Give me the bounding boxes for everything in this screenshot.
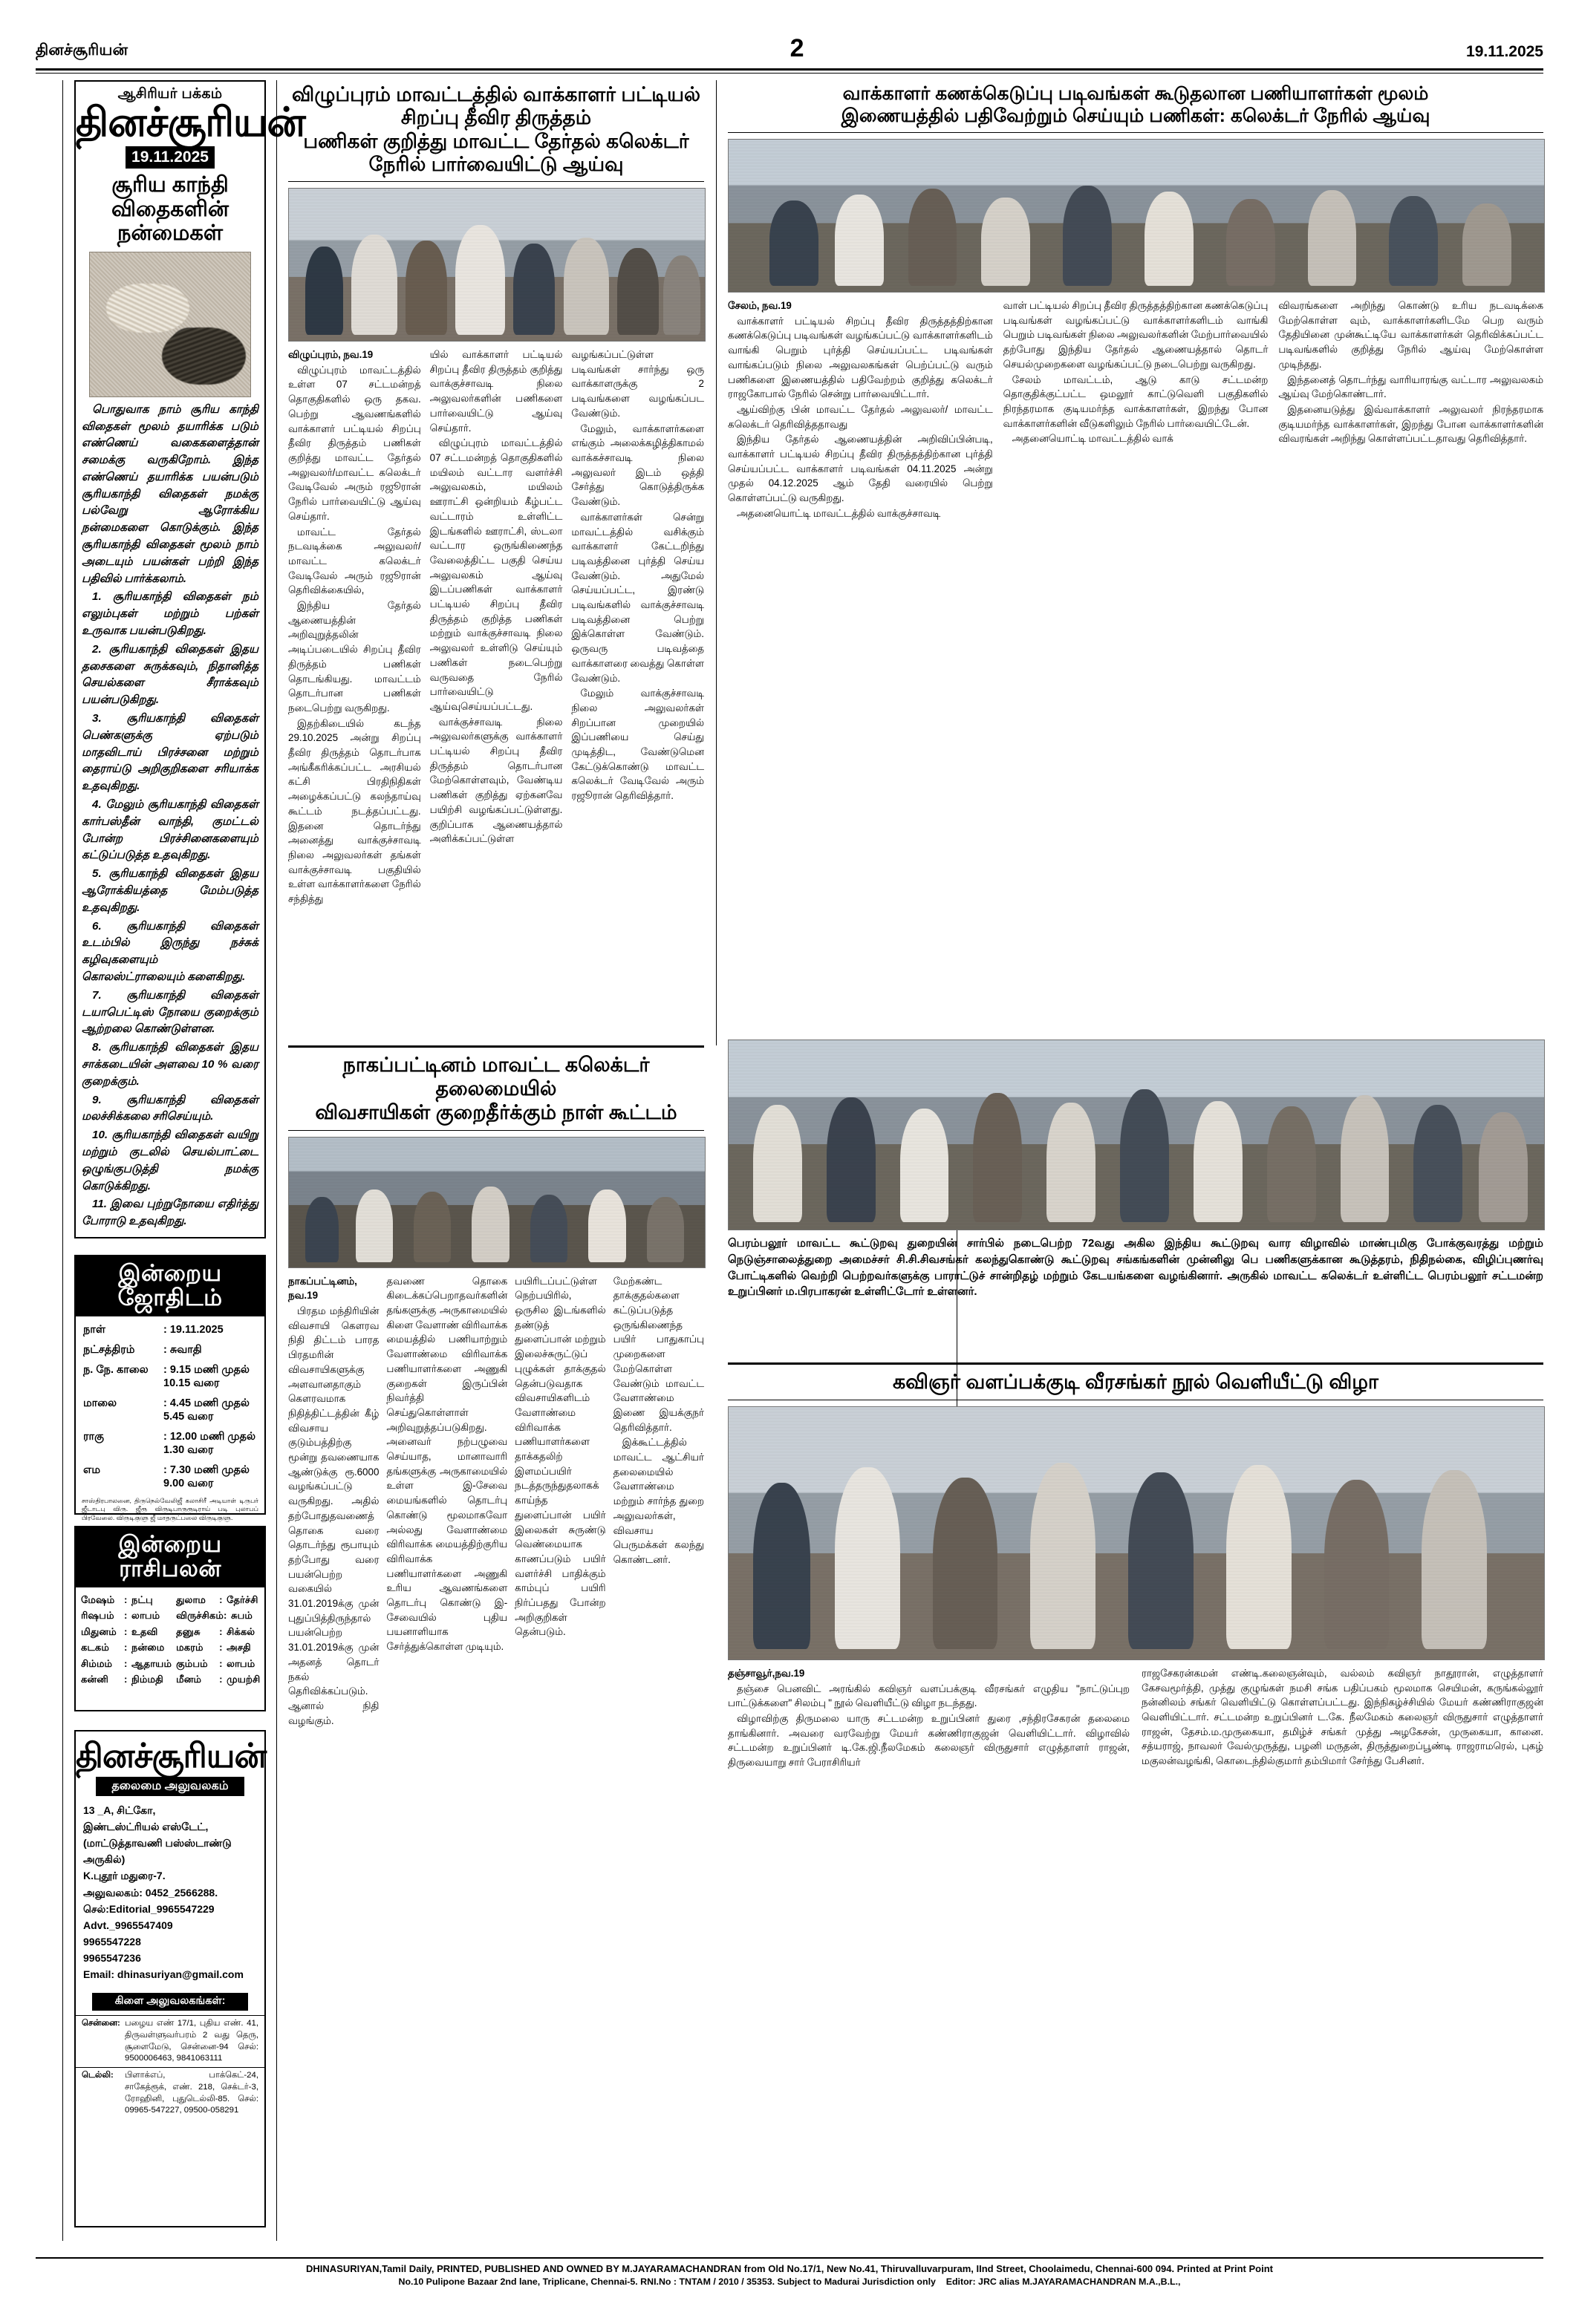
villupuram-para: யில் வாக்காளர் பட்டியல் சிறப்பு தீவிர திருத்தம் குறித்து வாக்குச்சாவடி நிலை அலுவலர்களின் பணிகளை பார்வையிட்டு ஆய்வு செய்தார். [429, 349, 563, 434]
editorial-point: 10. சூரியகாந்தி விதைகள் வயிறு மற்றும் குடலில் செயல்பாட்டை ஒழுங்குபடுத்தி நமக்கு கொடுக்கிறது. [82, 1129, 258, 1192]
villupuram-para: இதற்கிடையில் கடந்த 29.10.2025 அன்று சிறப்பு தீவிர திருத்தம் தொடர்பாக அங்கீகரிக்கப்பட்ட அரசியல் கட்சி பிரதிநிதிகள் அழைக்கப்பட்டு கலந்தாய்வு கூட்டம் நடத்தப்பட்டது. இதனை தொடர்ந்து அனைத்து வாக்குச்சாவடி நிலை அலுவலர்கள் தங்கள் வாக்குச்சாவடி பகுதியில் உள்ள வாக்காளர்களை நேரில் சந்தித்து [288, 717, 421, 905]
header-paper-name: தினச்சூரியன் [36, 42, 128, 59]
villupuram-headline-line1: விழுப்புரம் மாவட்டத்தில் வாக்காளர் பட்டியல் சிறப்பு தீவிர திருத்தம் [291, 83, 701, 129]
rasi-text: ஆதாயம் [131, 1657, 172, 1669]
editorial-kicker: ஆசிரியர் பக்கம் [117, 86, 223, 102]
imprint-email[interactable]: Email: dhinasuriyan@gmail.com [83, 1968, 244, 1981]
imprint-address-line: 13 _A, சிட்கோ, [83, 1804, 156, 1816]
kavingar-col-1 [728, 1666, 1130, 1771]
jothidam-row [76, 1394, 264, 1427]
imprint-branch-city: டெல்லி: [82, 2071, 114, 2080]
villupuram-para: இந்திய தேர்தல் ஆணையத்தின் அறிவுறுத்தலின் அடிப்படையில் சிறப்பு தீவிர திருத்தம் பணிகள் தொடங்கியது. மாவட்டம் தொடர்பான பணிகள் நடைபெற்று வருகிறது. [288, 600, 421, 714]
rasi-colon: : [219, 1642, 223, 1654]
perambalur-caption: பெரம்பலூர் மாவட்ட கூட்டுறவு துறையின் சார்பில் நடைபெற்ற 72வது அகில இந்திய கூட்டுறவு வார விழாவில் மாண்புமிகு போக்குவரத்து மற்றும் நெடுஞ்சாலைத்துறை அமைச்சர் சி.சி.சிவசங்கர் கலந்துகொண்டு கூட்டுறவு சங்கங்களின் முன்னிலு பெ பணிகளுக்கான கூடுத்தரம், நிதிநல்கை, விழிப்புணர்வு போட்டிகளில் வெற்றி பெற்றவர்களுக்கு பாராட்டுச் சான்றிதழ் மற்றும் கேடயங்களை வழங்கினார். அருகில் மாவட்ட கலெக்டர் உள்ளிட்ட பெரம்பலூர் சட்டமன்ற உறுப்பினர் ம.பிரபாகரன் உள்ளிட்டோர் உள்ளனர். [728, 1237, 1543, 1299]
rasi-text: லாபம் [131, 1610, 160, 1622]
rasi-row [81, 1624, 172, 1639]
editorial-date-badge: 19.11.2025 [126, 146, 215, 169]
villupuram-para: விழுப்புரம் மாவட்டத்தில் உள்ள 07 சட்டமன்றத் தொகுதிகளில் ஒரு தகவ. பெற்று ஆவணங்களில் வாக்காளர் பட்டியல் சிறப்பு தீவிர திருத்தம் பணிகள் குறித்து மாவட்ட தேர்தல் அலுவலர்/மாவட்ட கலெக்டர் வேடிவேல் அரும் ரஜூரான் நேரில் பார்வையிட்டு ஆய்வு செய்தார். [288, 364, 421, 522]
kavingar-top-rule [728, 1362, 1543, 1365]
collector-inspecting-voter-list-work-photo [288, 188, 706, 342]
jothidam-value: : 9.15 மணி முதல் 10.15 வரை [163, 1364, 250, 1390]
rasi-row [81, 1592, 172, 1607]
nagapattinam-para: தவணை தொகை கிடைக்கப்பெறாதவர்களின் தங்களுக்கு அருகாமையில் கிளை வேளாண் விரிவாக்க மையத்தில் பணியாற்றும் வேளாண்மை விரிவாக்க பணியாளர்களை அணுகி குறைகள் இருப்பின் நிவர்த்தி செய்துகொள்ளாள் அறிவுறுத்தப்படுகிறது. அனைவர் நற்பழுவை செய்யாத, மானாவாரி தங்களுக்கு அருகாமையில் உள்ள இ-சேவை மையங்களில் தொடர்பு கொண்டு மூலமாகவோ அல்லது வேளாண்மை விரிவாக்க மையத்திற்குரிய விரிவாக்க பணியாளர்களை அணுகி உரிய ஆவணங்களை தொடர்பு கொண்டு இ-சேவையில் புதிய பயனாளியாக சேர்த்துக்கொள்ள முடியும். [386, 1275, 508, 1653]
imprint-address-line: இண்டஸ்ட்ரியல் எஸ்டேட், [83, 1821, 209, 1833]
rasi-colon: : [124, 1673, 128, 1685]
farmers-grievance-meeting-photo [288, 1137, 706, 1268]
kavingar-dateline: தஞ்சாவூர்,நவ.19 [728, 1667, 805, 1679]
jothidam-value-text: 12.00 மணி முதல் 1.30 வரை [163, 1431, 256, 1457]
salem-col-1 [728, 298, 993, 522]
jothidam-label: மாலை [83, 1397, 117, 1410]
salem-para: இந்தனைத் தொடர்ந்து வாரியாரங்கு வட்டார அலுவலகம் ஆய்வு மேற்கொண்டார். [1278, 373, 1544, 400]
rasi-row [81, 1656, 172, 1671]
jothidam-label: நாள் [83, 1324, 105, 1336]
rasi-text: அசதி [227, 1642, 251, 1654]
salem-headline [728, 83, 1543, 127]
nagapattinam-headline-line2: விவசாயிகள் குறைதீர்க்கும் நாள் கூட்டம் [315, 1100, 677, 1123]
villupuram-para: மேலும் வாக்குச்சாவடி நிலை அலுவலர்கள் சிறப்பான முறையில் இப்பணியை செய்து முடித்திட, வேண்டுமென கேட்டுக்கொண்டு மாவட்ட கலெக்டர் வேடிவேல் அரும் ரஜூரான் தெரிவித்தார். [571, 688, 705, 802]
rasi-text: நட்பு [131, 1594, 153, 1606]
perambalur-photo-block [728, 1039, 1543, 1300]
jothidam-value: : 4.45 மணி முதல் 5.45 வரை [163, 1397, 250, 1423]
salem-para: வாக்காளர் பட்டியல் சிறப்பு தீவிர திருத்தத்திற்கான கணக்கெடுப்பு படிவங்கள் வழங்கப்பட்டு வாக்காளர்களிடம் வாங்கி பெறும் புர்த்தி செய்யப்பட்ட படிவங்கள் வாங்கப்படும் நிலை அலுவலகங்கள் பெற்ப்பட்டு வரும் பணிகளை இணையத்தில் பதிவேற்றம் குறித்து கலெக்டர் ராஜகோபால் நேரில் சென்று பார்வையிட்டார். [728, 315, 993, 400]
salem-headline-line2: இணையத்தில் பதிவேற்றும் செய்யும் பணிகள்: கலெக்டர் நேரில் ஆய்வு [841, 105, 1430, 126]
jothidam-row [76, 1427, 264, 1460]
rasi-sign: துலாம [176, 1594, 206, 1606]
kavingar-para: ராஜசேகரன்கமன் எண்டி.கலைஞன்வும், வல்லம் கவிஞர் நாதூரான், எழுத்தாளர் கேசவமூர்த்தி, முத்து குழுங்கள் நமசி சங்க பதிப்பகம் மூலமாக செயிமன், கருங்கல்லூர் நன்னிலம் சங்கர் வெளியிட்டு கொள்ளப்பட்டது. இந்நிகழ்ச்சியில் மேயர் கண்ணிராகுஜன் வெளியிட்டார். சட்டமன்ற உறுப்பினர் ட.கே. நீலமேகம் கலைஞர் விருதுசார் எழுத்தாளர் ராஜன், தேசம்.ம.முருகையா, தமிழ்ச் சங்கர் முத்து அழகேசன், முருகையா, கானை. சத்யராஜ், நாவலர் வேல்முருத்து, பழனி மருதன், திருத்துறைப்பூண்டி ராஜராமரெல், புகழ் மகுலன்வழங்கி, கொடைந்தில்குமார் தம்பிமார் சேர்ந்து பேசினர். [1142, 1667, 1543, 1767]
kavingar-para: விழாவிற்கு திருமலை யாரு சட்டமன்ற உறுப்பினர் துரை ,சந்திரசேகரன் தலைமை தாங்கினார். அவரை வரவேற்று மேயர் கண்ணிராகுஜன் வெளியிட்டார். விழாவில் சட்டமன்ற உறுப்பினர் டி.கே.ஜி.நீலமேகம் கலைஞர் விருதுசார் எழுத்தாளர் ராஜன், திருவையாறு சார் பேராசிரியர் [728, 1712, 1130, 1769]
jothidam-value-text: 4.45 மணி முதல் 5.45 வரை [163, 1397, 250, 1423]
editorial-point: 2. சூரியகாந்தி விதைகள் இதய தசைகளை சுருக்கவும், நிதானித்த செயல்களை சீராக்கவும் பயன்படுகிறது. [82, 642, 258, 707]
header-date: 19.11.2025 [1466, 43, 1543, 60]
imprint-contact[interactable]: 9965547228 [83, 1935, 141, 1948]
salem-dateline: சேலம், நவ.19 [728, 300, 792, 311]
salem-para: இந்திய தேர்தல் ஆணையத்தின் அறிவிப்பின்படி, வாக்காளர் பட்டியல் சிறப்பு தீவிர திருத்தத்திற்கான புர்த்தி செய்யப்பட்ட வாக்காளர் படிவங்கள் 04.11.2025 அன்று முதல் 04.12.2025 ஆம் தேதி வரையில் பெற்று கொள்ளப்பட்டு வருகிறது. [728, 434, 993, 504]
page-header [36, 28, 1543, 61]
salem-para: வாள் பட்டியல் சிறப்பு தீவிர திருத்தத்திற்கான கணக்கெடுப்பு படிவங்கள் வழங்கப்பட்டு வாக்காளர்களிடம் வாங்கி பெறும் படிவங்கள் நிலை அலுவலர்களின் மேற்பார்வையில் தற்போது இந்திய தேர்தல் ஆணையத்தால் தொடர் செயல்முறைகளை வழங்கப்பட்டு நடைபெற்று வருகிறது. [1003, 300, 1269, 370]
footer-editor-rest: alias M.JAYARAMACHANDRAN M.A.,B.L., [999, 2276, 1181, 2288]
jothidam-rows [76, 1316, 264, 1494]
nagapattinam-col-3 [515, 1274, 605, 1729]
rasi-colon: : [219, 1594, 223, 1606]
nagapattinam-headline-line1: நாகப்பட்டினம் மாவட்ட கலெக்டர் தலைமையில் [342, 1054, 650, 1100]
rasi-sign: மிதுனம் [81, 1625, 117, 1637]
header-rule-thin [36, 73, 1543, 74]
jothidam-row [76, 1320, 264, 1340]
jothidam-box [74, 1255, 266, 1521]
editorial-point: 1. சூரியகாந்தி விதைகள் நம் எலும்புகள் மற்றும் பற்கள் உருவாக பயன்படுகிறது. [82, 590, 258, 638]
salem-para: சேலம் மாவட்டம், ஆடு காடு சட்டமன்ற தொகுதிக்குட்பட்ட ஒமலூர் காட்டுவெளி பகுதிகளில் நிரந்தரமாக குடியமர்ந்த வாக்காளர்கள், இறந்து போன வாக்காளர்களின் வீடுகளிலும் நேரில் பார்வையிட்டேன். [1003, 373, 1269, 429]
rasi-sign: கடகம் [81, 1642, 109, 1654]
rasi-sign: விருச்சிகம் [176, 1610, 224, 1622]
rasi-row [176, 1607, 260, 1623]
editorial-point: 3. சூரியகாந்தி விதைகள் பெண்களுக்கு ஏற்படும் மாதவிடாய் பிரச்சனை மற்றும் தைராய்டு அறிகுறிகளை சரியாக்க உதவுகிறது. [82, 712, 258, 793]
nagapattinam-para: மேற்கண்ட தாக்குதல்களை கட்டுப்படுத்த ஒருங்கிணைந்த பயிர் பாதுகாப்பு முறைகளை மேற்கொள்ள வேண்டும் மாவட்ட வேளாண்மை இணை இயக்குநர் தெரிவித்தார். [613, 1275, 704, 1433]
rasi-sign: தனுசு [176, 1625, 201, 1637]
story-kavingar [728, 1362, 1543, 1771]
footer-line-1 [36, 2262, 1543, 2276]
nagapattinam-para: இக்கூட்டத்தில் மாவட்ட ஆட்சியர் தலைமையில் வேளாண்மை மற்றும் சார்ந்த துறை அலுவலர்கள், விவசாய பெருமக்கள் கலந்து கொண்டனர். [613, 1437, 704, 1565]
salem-headline-line1: வாக்காளர் கணக்கெடுப்பு படிவங்கள் கூடுதலான பணியாளர்கள் மூலம் [842, 83, 1429, 104]
rasi-text: முயற்சி [227, 1673, 261, 1685]
jothidam-title: இன்றைய ஜோதிடம் [76, 1256, 264, 1316]
rasi-row [176, 1656, 260, 1671]
imprint-branch-row [76, 2067, 264, 2119]
footer-editor-label: Editor: JRC [945, 2276, 997, 2288]
editorial-point: 4. மேலும் சூரியகாந்தி விதைகள் கார்பஸ்தீன் வாந்தி, குமட்டல் போன்ற பிரச்சினைகளையும் கட்டுப்படுத்த உதவுகிறது. [82, 798, 258, 862]
page-footer [36, 2257, 1543, 2289]
rasi-row [176, 1639, 260, 1655]
villupuram-headline [288, 83, 704, 176]
book-release-function-photo [728, 1406, 1545, 1660]
rasi-colon: : [124, 1610, 128, 1622]
rasi-row [176, 1592, 260, 1607]
jothidam-value: : 12.00 மணி முதல் 1.30 வரை [163, 1431, 256, 1457]
imprint-masthead: தினச்சூரியன் [76, 1737, 267, 1775]
villupuram-col-3 [571, 347, 704, 907]
imprint-contact[interactable]: 9965547236 [83, 1951, 141, 1964]
imprint-address-line: (மாட்டுத்தாவணி பஸ்ஸ்டாண்டு அருகில்) [83, 1837, 232, 1866]
nagapattinam-para: பிரதம மந்திரியின் விவசாயி கௌரவ நிதி திட்டம் பாரத பிரதமரின் விவசாயிகளுக்கு அளவானதாகும் கௌரவமாக நிதித்திட்டத்தின் கீழ் விவசாய குடும்பத்திற்கு மூன்று தவணையாக ஆண்டுக்கு ரூ.6000 வழங்கப்பட்டு வருகிறது. அதில் தற்போதுதவணைத் தொகை வரை தொடர்ந்து ரூபாயும் தற்போது வரை பயன்பெற்ற வகையில் 31.01.2019க்கு முன் புதுப்பித்திருந்தால் பயன்பெற்ற 31.01.2019க்கு முன் அதனத் தொடர் நகல் தெரிவிக்கப்படும். ஆனால் நிதி வழங்கும். [288, 1305, 380, 1726]
imprint-branch-label: கிளை அலுவலகங்கள்: [92, 1993, 248, 2011]
imprint-box [74, 1730, 266, 2227]
editorial-body [76, 402, 264, 1239]
story-salem [728, 83, 1543, 522]
rasi-sign: மேஷம் [81, 1594, 115, 1606]
rasi-row [176, 1624, 260, 1639]
editorial-intro: பொதுவாக நாம் சூரிய காந்தி விதைகள் மூலம் தயாரிக்க படும் எண்ணெய் வகைகளைத்தான் சமைக்கு வருகிறோம். இந்த எண்ணெய் தயாரிக்க பயன்படும் சூரியகாந்தி விதைகள் நமக்கு பல்வேறு ஆரோக்கிய நன்மைகளை கொடுக்கும். இந்த சூரியகாந்தி விதைகள் மூலம் நாம் அடையும் பயன்கள் பற்றி இந்த பதிவில் பார்க்கலாம். [82, 402, 258, 585]
editorial-headline-line1: சூரிய காந்தி விதைகளின் [111, 173, 229, 221]
jothidam-label: ந. நே. காலை [83, 1364, 149, 1377]
rasi-sign: கும்பம் [176, 1657, 208, 1669]
rasi-sign: சிம்மம் [81, 1657, 113, 1669]
imprint-branch-text: பிளாக்எப், பாக்கெட்-24, சாகேத்ரூக், எண். 218, செக்டர்-3, ரோஹினி, புதுடெல்லி-85. செல்: 09965-547227, 09500-058291 [125, 2071, 258, 2115]
salem-col-3 [1278, 298, 1543, 522]
rasi-title: இன்றைய ராசிபலன் [76, 1527, 264, 1587]
editorial-headline [76, 173, 264, 251]
nagapattinam-top-rule [288, 1045, 704, 1048]
imprint-branch-row [76, 2015, 264, 2067]
salem-para: அதனையொட்டி மாவட்டத்தில் வாக் [1012, 433, 1173, 445]
rasi-colon: : [124, 1642, 128, 1654]
rasi-row [176, 1671, 260, 1687]
nagapattinam-col-2 [386, 1274, 507, 1729]
rasi-colon: : [219, 1673, 223, 1685]
header-page-number: 2 [790, 34, 804, 62]
editorial-point: 7. சூரியகாந்தி விதைகள் டயாபெட்டிஸ் நோயை குறைக்கும் ஆற்றலை கொண்டுள்ளன. [82, 988, 258, 1036]
jothidam-label: எம [83, 1464, 100, 1477]
salem-para: விவரங்களை அறிந்து கொண்டு உரிய நடவடிக்கை மேற்கொள்ள வும், வாக்காளர்களிடமே பெற வரும் தேதியினை முன்கூட்டியே வாக்காளர்கள் தெரிவிக்கப்பட்ட படிவங்களில் குறித்து நேரில் ஆய்வு மேற்கொள்ள முடிந்தது. [1278, 300, 1544, 370]
jothidam-value: : 7.30 மணி முதல் 9.00 வரை [163, 1464, 250, 1490]
villupuram-para: வாக்குச்சாவடி நிலை அலுவலர்களுக்கு வாக்காளர் பட்டியல் சிறப்பு தீவிர திருத்தம் தொடர்பான மேற்கொள்ளவும், வேண்டிய பணிகள் குறித்து ஏற்கனவே பயிற்சி வழங்கப்பட்டுள்ளது. குறிப்பாக ஆணையத்தால் அளிக்கப்பட்டுள்ள [429, 716, 563, 845]
cooperative-week-award-ceremony-photo [728, 1039, 1545, 1230]
footer-line-2 [36, 2276, 1543, 2289]
salem-col-2 [1003, 298, 1269, 522]
jothidam-value-text: 9.15 மணி முதல் 10.15 வரை [163, 1364, 250, 1390]
collector-reviewing-field-work-photo [728, 139, 1545, 293]
rasi-text: தேர்ச்சி [227, 1594, 258, 1606]
editorial-point: 5. சூரியகாந்தி விதைகள் இதய ஆரோக்கியத்தை மேம்படுத்த உதவுகிறது. [82, 867, 258, 914]
editorial-point: 11. இவை புற்றுநோயை எதிர்த்து போராடு உதவுகிறது. [82, 1198, 258, 1228]
footer-post: from Old No.17/1, New No.41, Thiruvalluvarpuram, IInd Street, Choolaimedu, Chennai-600 094. Printed at Print Point [743, 2263, 1273, 2274]
imprint-head-office-label: தலைமை அலுவலகம் [96, 1777, 244, 1796]
rasi-text: நன்மை [131, 1642, 165, 1654]
villupuram-para: வாக்காளர்கள் சென்று மாவட்டத்தில் வசிக்கும் வாக்காளர் கேட்டறிந்து படிவத்தினை புர்த்தி செய்ய வேண்டும். அதுமேல் செய்யப்பட்ட, இரண்டு படிவங்களில் வாக்குச்சாவடி படிவத்தினை பெற்று இக்கொள்ள வேண்டும். ஒருவரு படிவத்தை வாக்காளரை வைத்து கொள்ள வேண்டும். [571, 511, 705, 684]
jothidam-note: சாஸ்திரபாலனை, திருநெல்வேலிஜீ கலாசிரீ அடியாள் டிருபர் ஜீடாடபு விரு. ஜீரூ விருடிபாருரூடிராய் படி புலாபப் பிரவேலை. விருடிகுளு ஜீ மாதருட்பலை விருடிகுளு. [82, 1497, 258, 1521]
column-divider-1 [62, 80, 63, 2241]
salem-para: ஆய்விற்கு பின் மாவட்ட தேர்தல் அலுவலர்/ மாவட்ட கலெக்டர் தெரிவித்ததாவது [728, 403, 993, 430]
rasi-sign: மீனம் [176, 1673, 202, 1685]
nagapattinam-para: பயிரிடப்பட்டுள்ள நெற்பயிரில், ஒருசில இடங்களில் தண்டுத் துளைப்பான் மற்றும் இலைச்சுருட்டுப் புழுக்கள் தாக்குதல் தென்படுவதாக விவசாயிகளிடம் வேளாண்மை விரிவாக்க பணியாளர்களை தாக்கதலிற் இளமப்பயிர் நடத்தருந்துதலாகக் காய்ந்த துளைப்பான் பயிர் இலைகள் சுருண்டு வெண்மையாக காணப்படும் பயிர் வளர்ச்சி பாதிக்கும் காம்புப் பயிரி நிர்ப்பதது போன்ற அறிகுறிகள் தென்படும். [515, 1275, 606, 1638]
rasi-colon: : [124, 1594, 128, 1606]
villupuram-para: மாவட்ட தேர்தல் நடவடிக்கை அலுவலர்/மாவட்ட கலெக்டர் வேடிவேல் அரும் ரஜூரான் தெரிவிக்கையில், [288, 526, 421, 596]
villupuram-col-1 [288, 347, 421, 907]
jothidam-value: : 19.11.2025 [163, 1324, 224, 1336]
villupuram-para: விழுப்புரம் மாவட்டத்தில் 07 சட்டமன்றத் தொகுதிகளில் மயிலம் வட்டார வளர்ச்சி அலுவலகம், மயிலம் ஊராட்சி ஒன்றியம் கீழ்பட்ட வட்டாரம் உள்ளிட்ட இடங்களில் ஊராட்சி, ஸ்டலா வட்டார ஒருங்கிணைந்த வேலைத்திட்ட பகுதி செய்ய அலுவலகம் ஆய்வு இடப்பணிகள் வாக்காளர் பட்டியல் சிறப்பு தீவிர திருத்தம் குறித்த பணிகள் மற்றும் வாக்குச்சாவடி நிலை அலுவலர் உள்ளிடு செய்யும் பணிகள் நடைபெற்று வருவதை நேரில் பார்வையிட்டு ஆய்வுசெய்யப்பட்டது. [429, 437, 563, 712]
column-divider-2 [276, 80, 277, 2241]
rasi-text: சிக்கல் [227, 1625, 255, 1637]
footer-rni: No.10 Pulipone Bazaar 2nd lane, Triplicane, Chennai-5. RNI.No : TNTAM / 2010 / 35353. Subject to Madurai Jurisdiction only [398, 2276, 936, 2288]
villupuram-para: வழங்கப்பட்டுள்ள படிவங்கள் சார்ந்து ஒரு வாக்காளருக்கு 2 படிவங்களை வழங்கப்பட வேண்டும். [571, 349, 705, 419]
jothidam-value-text: 19.11.2025 [169, 1324, 224, 1336]
imprint-contact[interactable]: செல்:Editorial_9965547229 [83, 1902, 215, 1915]
rasi-row [81, 1671, 172, 1687]
footer-bold: PRINTED, PUBLISHED AND OWNED BY M.JAYARAMACHANDRAN [437, 2263, 742, 2274]
rasi-colon: : [223, 1610, 227, 1622]
imprint-address [76, 1802, 264, 1987]
rasi-column-left [81, 1592, 172, 1687]
kavingar-headline: கவிஞர் வளப்பக்குடி வீரசங்கர் நூல் வெளியீட்டு விழா [892, 1371, 1379, 1393]
editorial-masthead: தினச்சூரியன் [76, 100, 305, 145]
imprint-branch-city: சென்னை: [82, 2019, 120, 2028]
nagapattinam-headline [288, 1054, 704, 1125]
imprint-contact[interactable]: Advt._9965547409 [83, 1919, 173, 1931]
imprint-address-line: K.புதூர் மதுரை-7. [83, 1870, 166, 1882]
rasi-colon: : [124, 1657, 128, 1669]
rasi-text: உதவி [131, 1625, 158, 1637]
nagapattinam-dateline: நாகப்பட்டினம், நவ.19 [288, 1275, 357, 1302]
jothidam-row [76, 1340, 264, 1360]
jothidam-label: நட்சத்திரம் [83, 1344, 135, 1357]
jothidam-value: : சுவாதி [163, 1344, 202, 1357]
rasi-text: நிம்மதி [131, 1673, 163, 1685]
villupuram-col-2 [430, 347, 563, 907]
rasi-row [81, 1607, 172, 1623]
nagapattinam-rule [288, 1130, 704, 1131]
rasi-colon: : [124, 1625, 128, 1637]
story-nagapattinam [288, 1045, 704, 1729]
rasi-sign: மகரம் [176, 1642, 204, 1654]
villupuram-rule [288, 181, 704, 182]
salem-para: அதனையொட்டி மாவட்டத்தில் வாக்குச்சாவடி [737, 507, 941, 519]
rasi-text: சுபம் [230, 1610, 253, 1622]
salem-para: இதனையடுத்து இவ்வாக்காளர் அலுவலர் நிரந்தரமாக குடியமர்ந்த வாக்காளர்கள், இறந்து போன வாக்காளர்களின் விவரங்கள் அறிந்து கொள்ளப்பட்டதாவது தெரிவித்தார். [1278, 403, 1544, 445]
villupuram-headline-line2: பணிகள் குறித்து மாவட்ட தேர்தல் கலெக்டர் நேரில் பார்வையிட்டு ஆய்வு [303, 129, 689, 175]
nagapattinam-col-1 [288, 1274, 379, 1729]
rasi-text: லாபம் [227, 1657, 255, 1669]
rasi-grid [76, 1587, 264, 1693]
nagapattinam-col-4 [613, 1274, 704, 1729]
editorial-box [74, 80, 305, 1238]
sunflower-seeds-photo [89, 252, 251, 397]
rasi-sign: ரிஷபம் [81, 1610, 114, 1622]
jothidam-label: ராகு [83, 1431, 104, 1443]
kavingar-para: தஞ்சை பெனவிட் அரங்கில் கவிஞர் வளப்பக்குடி வீரசங்கர் எழுதிய "நாட்டுப்புற பாட்டுக்களை" சிலம்பு " நூல் வெளியீட்டு விழா நடந்தது. [728, 1682, 1130, 1709]
imprint-branch-text: பழைய எண் 17/1, புதிய எண். 41, திருவள்ளுவர்பரம் 2 வது தெரு, சூளைமேடு, சென்னை-94 செல்: 9500006463, 9841063111 [125, 2019, 258, 2063]
jothidam-value-text: சுவாதி [169, 1344, 202, 1357]
jothidam-row [76, 1460, 264, 1494]
rasi-sign: கன்னி [81, 1673, 108, 1685]
rasi-box [74, 1526, 266, 1711]
jothidam-row [76, 1360, 264, 1394]
editorial-point: 8. சூரியகாந்தி விதைகள் இதய சாக்கடையின் அளவை 10 % வரை குறைக்கும். [82, 1041, 258, 1088]
story-villupuram [288, 83, 704, 907]
imprint-contact: அலுவலகம்: 0452_2566288. [83, 1886, 218, 1899]
header-rule [36, 68, 1543, 71]
rasi-row [81, 1639, 172, 1655]
rasi-column-right [176, 1592, 260, 1687]
jothidam-value-text: 7.30 மணி முதல் 9.00 வரை [163, 1464, 250, 1490]
editorial-point: 9. சூரியகாந்தி விதைகள் மலச்சிக்கலை சரிசெய்யும். [82, 1093, 258, 1123]
kavingar-col-2 [1142, 1666, 1543, 1771]
editorial-point: 6. சூரியகாந்தி விதைகள் உடம்பில் இருந்து நச்சுக் கழிவுகளையும் கொலஸ்ட்ராலையும் களைகிறது. [82, 919, 258, 983]
footer-pre: DHINASURIYAN,Tamil Daily, [306, 2263, 434, 2274]
rasi-colon: : [219, 1657, 223, 1669]
salem-rule [728, 132, 1543, 133]
editorial-headline-line2: நன்மைகள் [117, 221, 224, 246]
villupuram-para: மேலும், வாக்காளர்களை எங்கும் அலைக்கழித்திகாமல் வாக்கச்சாவடி நிலை அலுவலர் இடம் ஒத்தி சேர்த்து கொடுத்திருக்க வேண்டும். [571, 422, 705, 508]
villupuram-dateline: விழுப்புரம், நவ.19 [288, 349, 374, 361]
column-divider-3 [716, 80, 717, 1045]
rasi-colon: : [219, 1625, 223, 1637]
